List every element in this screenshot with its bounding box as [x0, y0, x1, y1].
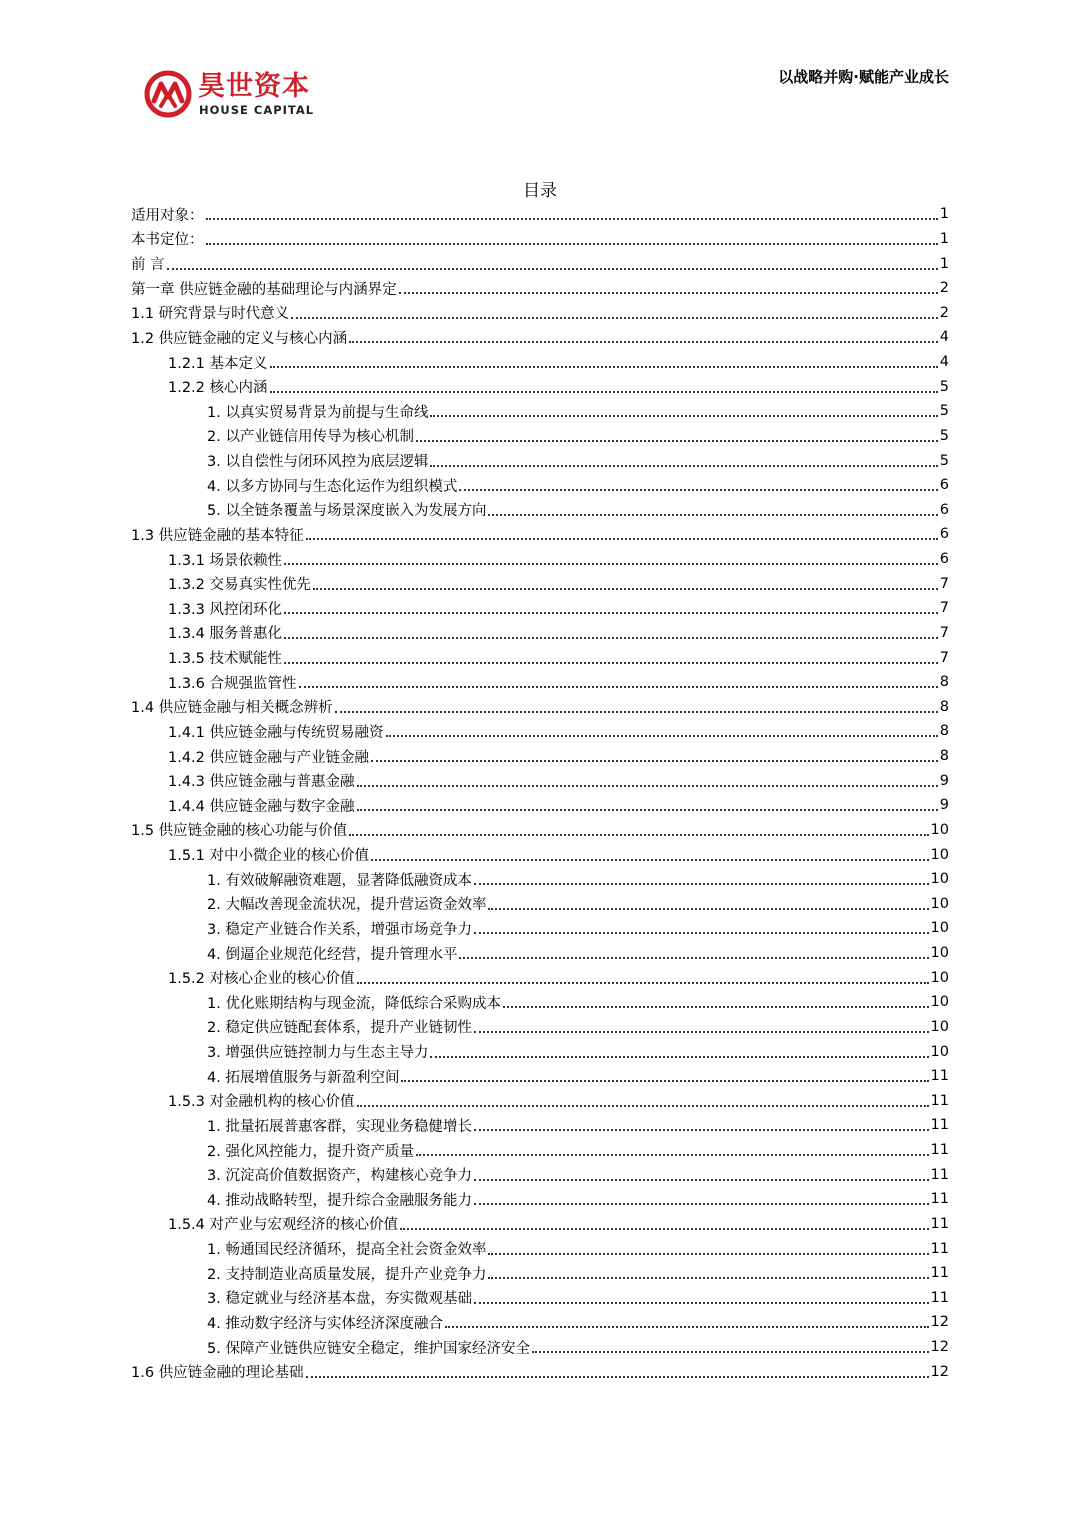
toc-dot-leader — [349, 341, 938, 343]
toc-entry-page: 10 — [930, 1043, 949, 1060]
toc-entry[interactable] — [131, 818, 949, 843]
toc-dot-leader — [291, 317, 938, 319]
toc-entry[interactable] — [131, 1261, 949, 1286]
toc-entry[interactable] — [131, 1187, 949, 1212]
toc-entry-page: 6 — [939, 501, 949, 518]
toc-entry-page: 11 — [930, 1117, 949, 1134]
toc-entry-label: 1.3.1 场景依赖性 — [168, 552, 283, 569]
toc-dot-leader — [400, 1228, 929, 1230]
toc-dot-leader — [357, 982, 929, 984]
toc-entry-label: 1.6 供应链金融的理论基础 — [131, 1365, 304, 1382]
toc-entry-page: 11 — [930, 1240, 949, 1257]
toc-entry-label: 5. 保障产业链供应链安全稳定，维护国家经济安全 — [207, 1340, 530, 1357]
toc-dot-leader — [488, 1253, 928, 1255]
toc-entry-label: 1.5.4 对产业与宏观经济的核心价值 — [168, 1217, 399, 1234]
toc-entry-label: 1.5.1 对中小微企业的核心价值 — [168, 848, 370, 865]
toc-entry-label: 1.4.2 供应链金融与产业链金融 — [168, 749, 370, 766]
logo-english-name: HOUSE CAPITAL — [199, 103, 315, 117]
toc-entry[interactable] — [131, 374, 949, 399]
toc-entry-page: 4 — [939, 329, 949, 346]
toc-entry[interactable] — [131, 522, 949, 547]
toc-dot-leader — [357, 1105, 929, 1107]
toc-entry[interactable] — [131, 350, 949, 375]
toc-entry-page: 6 — [939, 526, 949, 543]
toc-entry[interactable] — [131, 744, 949, 769]
toc-dot-leader — [474, 1203, 929, 1205]
toc-dot-leader — [401, 1080, 928, 1082]
toc-entry-label: 1.3.5 技术赋能性 — [168, 651, 283, 668]
toc-entry-page: 7 — [939, 600, 949, 617]
toc-entry[interactable] — [131, 719, 949, 744]
toc-entry-page: 5 — [939, 452, 949, 469]
toc-dot-leader — [284, 662, 938, 664]
toc-entry[interactable] — [131, 547, 949, 572]
toc-entry-page: 11 — [930, 1142, 949, 1159]
toc-entry[interactable] — [131, 645, 949, 670]
toc-entry-label: 1. 批量拓展普惠客群，实现业务稳健增长 — [207, 1118, 472, 1135]
toc-dot-leader — [474, 932, 929, 934]
toc-entry[interactable] — [131, 251, 949, 276]
toc-dot-leader — [503, 1006, 929, 1008]
toc-dot-leader — [284, 612, 938, 614]
toc-entry[interactable] — [131, 621, 949, 646]
toc-entry[interactable] — [131, 1138, 949, 1163]
toc-dot-leader — [416, 440, 938, 442]
toc-entry-page: 7 — [939, 575, 949, 592]
toc-entry-page: 11 — [930, 1068, 949, 1085]
toc-entry-page: 4 — [939, 354, 949, 371]
toc-entry[interactable] — [131, 571, 949, 596]
toc-entry[interactable] — [131, 1162, 949, 1187]
toc-entry-label: 4. 推动战略转型，提升综合金融服务能力 — [207, 1192, 472, 1209]
toc-entry[interactable] — [131, 448, 949, 473]
toc-entry[interactable] — [131, 1113, 949, 1138]
toc-dot-leader — [430, 465, 937, 467]
toc-entry[interactable] — [131, 227, 949, 252]
toc-entry[interactable] — [131, 202, 949, 227]
toc-entry-page: 5 — [939, 403, 949, 420]
toc-dot-leader — [445, 1326, 929, 1328]
toc-entry[interactable] — [131, 867, 949, 892]
toc-dot-leader — [270, 366, 938, 368]
toc-entry-page: 1 — [939, 230, 949, 247]
toc-entry-page: 8 — [939, 748, 949, 765]
toc-entry-page: 1 — [939, 206, 949, 223]
toc-entry[interactable] — [131, 1286, 949, 1311]
toc-entry[interactable] — [131, 892, 949, 917]
toc-entry[interactable] — [131, 498, 949, 523]
toc-entry[interactable] — [131, 1015, 949, 1040]
toc-dot-leader — [357, 785, 938, 787]
toc-entry-page: 5 — [939, 427, 949, 444]
toc-entry[interactable] — [131, 768, 949, 793]
toc-entry-label: 本书定位： — [131, 232, 204, 249]
toc-entry-page: 6 — [939, 551, 949, 568]
toc-entry[interactable] — [131, 793, 949, 818]
toc-entry-page: 11 — [930, 1289, 949, 1306]
toc-entry-page: 12 — [930, 1363, 949, 1380]
toc-entry-page: 8 — [939, 698, 949, 715]
toc-dot-leader — [399, 292, 938, 294]
toc-entry-label: 1.1 研究背景与时代意义 — [131, 306, 290, 323]
toc-entry[interactable] — [131, 473, 949, 498]
toc-entry-label: 2. 大幅改善现金流状况，提升营运资金效率 — [207, 897, 487, 914]
toc-dot-leader — [386, 735, 938, 737]
toc-dot-leader — [474, 1031, 929, 1033]
toc-dot-leader — [313, 588, 938, 590]
toc-dot-leader — [474, 883, 929, 885]
toc-dot-leader — [270, 391, 938, 393]
toc-dot-leader — [349, 834, 928, 836]
toc-entry-label: 4. 以多方协同与生态化运作为组织模式 — [207, 478, 458, 495]
toc-entry-label: 1.5 供应链金融的核心功能与价值 — [131, 823, 348, 840]
toc-entry-label: 1.4 供应链金融与相关概念辨析 — [131, 700, 333, 717]
toc-entry-page: 11 — [930, 1092, 949, 1109]
toc-entry-label: 适用对象： — [131, 207, 204, 224]
toc-entry-page: 10 — [930, 945, 949, 962]
toc-entry-label: 3. 稳定产业链合作关系，增强市场竞争力 — [207, 921, 472, 938]
toc-entry[interactable] — [131, 325, 949, 350]
toc-entry-label: 1.4.3 供应链金融与普惠金融 — [168, 774, 355, 791]
toc-entry[interactable] — [131, 276, 949, 301]
toc-dot-leader — [430, 415, 937, 417]
toc-entry[interactable] — [131, 424, 949, 449]
toc-entry[interactable] — [131, 1212, 949, 1237]
toc-entry-label: 第一章 供应链金融的基础理论与内涵界定 — [131, 281, 397, 298]
toc-dot-leader — [206, 243, 938, 245]
toc-entry-page: 9 — [939, 772, 949, 789]
toc-entry-page: 2 — [939, 304, 949, 321]
toc-dot-leader — [532, 1351, 929, 1353]
toc-entry-label: 1.3.4 服务普惠化 — [168, 626, 283, 643]
house-capital-logo-icon — [144, 70, 192, 118]
toc-entry-label: 1. 畅通国民经济循环，提高全社会资金效率 — [207, 1242, 487, 1259]
toc-entry-label: 1.2 供应链金融的定义与核心内涵 — [131, 330, 348, 347]
toc-entry-label: 1.4.1 供应链金融与传统贸易融资 — [168, 724, 384, 741]
toc-dot-leader — [284, 563, 938, 565]
toc-entry-page: 10 — [930, 895, 949, 912]
toc-entry-label: 1.5.3 对金融机构的核心价值 — [168, 1094, 355, 1111]
toc-entry[interactable] — [131, 1236, 949, 1261]
toc-entry-label: 4. 拓展增值服务与新盈利空间 — [207, 1069, 400, 1086]
toc-entry-label: 1.3.6 合规强监管性 — [168, 675, 297, 692]
toc-entry[interactable] — [131, 916, 949, 941]
toc-dot-leader — [488, 1277, 928, 1279]
toc-dot-leader — [474, 1129, 929, 1131]
toc-entry-page: 10 — [930, 821, 949, 838]
toc-entry-label: 1.2.2 核心内涵 — [168, 380, 268, 397]
toc-entry[interactable] — [131, 399, 949, 424]
toc-entry-label: 2. 以产业链信用传导为核心机制 — [207, 429, 414, 446]
toc-entry-page: 10 — [930, 969, 949, 986]
toc-entry-label: 1.4.4 供应链金融与数字金融 — [168, 798, 355, 815]
toc-entry-label: 1.3.2 交易真实性优先 — [168, 577, 312, 594]
table-of-contents — [131, 202, 949, 1384]
toc-dot-leader — [459, 489, 937, 491]
toc-entry[interactable] — [131, 301, 949, 326]
toc-entry-label: 3. 增强供应链控制力与生态主导力 — [207, 1045, 429, 1062]
toc-entry[interactable] — [131, 695, 949, 720]
toc-entry-page: 10 — [930, 846, 949, 863]
toc-dot-leader — [357, 809, 938, 811]
toc-entry-label: 1. 有效破解融资难题，显著降低融资成本 — [207, 872, 472, 889]
logo-chinese-name: 昊世资本 — [198, 71, 310, 102]
toc-entry[interactable] — [131, 842, 949, 867]
toc-entry-page: 11 — [930, 1191, 949, 1208]
toc-entry-page: 10 — [930, 1018, 949, 1035]
toc-dot-leader — [306, 1376, 929, 1378]
toc-dot-leader — [299, 686, 938, 688]
toc-dot-leader — [474, 1302, 929, 1304]
toc-entry[interactable] — [131, 1039, 949, 1064]
toc-entry-label: 1.5.2 对核心企业的核心价值 — [168, 971, 355, 988]
toc-entry-label: 1. 优化账期结构与现金流，降低综合采购成本 — [207, 995, 501, 1012]
toc-entry-page: 7 — [939, 624, 949, 641]
toc-dot-leader — [306, 538, 938, 540]
toc-entry-label: 4. 倒逼企业规范化经营，提升管理水平 — [207, 946, 458, 963]
toc-entry-page: 11 — [930, 1265, 949, 1282]
toc-dot-leader — [416, 1154, 929, 1156]
toc-entry-label: 2. 稳定供应链配套体系，提升产业链韧性 — [207, 1020, 472, 1037]
toc-entry-label: 2. 支持制造业高质量发展，提升产业竞争力 — [207, 1266, 487, 1283]
toc-dot-leader — [430, 1056, 928, 1058]
toc-entry-label: 1.3.3 风控闭环化 — [168, 601, 283, 618]
toc-entry-label: 5. 以全链条覆盖与场景深度嵌入为发展方向 — [207, 503, 487, 520]
toc-dot-leader — [371, 859, 929, 861]
toc-entry-label: 3. 稳定就业与经济基本盘，夯实微观基础 — [207, 1291, 472, 1308]
toc-entry-page: 12 — [930, 1314, 949, 1331]
toc-dot-leader — [474, 1179, 929, 1181]
toc-entry[interactable] — [131, 965, 949, 990]
toc-entry-label: 3. 沉淀高价值数据资产，构建核心竞争力 — [207, 1168, 472, 1185]
toc-entry[interactable] — [131, 1310, 949, 1335]
toc-dot-leader — [459, 957, 928, 959]
toc-entry-page: 7 — [939, 649, 949, 666]
toc-entry-page: 1 — [939, 255, 949, 272]
toc-entry-page: 11 — [930, 1215, 949, 1232]
toc-entry[interactable] — [131, 990, 949, 1015]
toc-entry-label: 1.3 供应链金融的基本特征 — [131, 527, 304, 544]
toc-entry[interactable] — [131, 941, 949, 966]
toc-entry[interactable] — [131, 1335, 949, 1360]
toc-entry-label: 2. 强化风控能力，提升资产质量 — [207, 1143, 414, 1160]
toc-entry-page: 10 — [930, 994, 949, 1011]
toc-entry-label: 4. 推动数字经济与实体经济深度融合 — [207, 1315, 443, 1332]
toc-entry-page: 10 — [930, 920, 949, 937]
toc-entry[interactable] — [131, 1359, 949, 1384]
toc-entry-label: 前 言 — [131, 257, 165, 274]
toc-entry-page: 10 — [930, 871, 949, 888]
toc-entry-label: 1.2.1 基本定义 — [168, 355, 268, 372]
toc-entry[interactable] — [131, 670, 949, 695]
header-slogan: 以战略并购·赋能产业成长 — [778, 68, 949, 86]
toc-dot-leader — [488, 514, 937, 516]
toc-entry-page: 11 — [930, 1166, 949, 1183]
toc-dot-leader — [335, 711, 938, 713]
toc-title: 目录 — [523, 181, 557, 201]
toc-entry[interactable] — [131, 1064, 949, 1089]
toc-entry-page: 6 — [939, 477, 949, 494]
toc-dot-leader — [206, 218, 938, 220]
company-logo — [144, 70, 324, 120]
toc-dot-leader — [488, 908, 928, 910]
toc-entry-page: 5 — [939, 378, 949, 395]
toc-entry-page: 2 — [939, 280, 949, 297]
toc-entry-page: 8 — [939, 674, 949, 691]
toc-entry-page: 12 — [930, 1339, 949, 1356]
toc-dot-leader — [371, 760, 938, 762]
toc-entry-label: 3. 以自偿性与闭环风控为底层逻辑 — [207, 454, 429, 471]
toc-entry-page: 8 — [939, 723, 949, 740]
toc-dot-leader — [167, 268, 938, 270]
toc-entry-page: 9 — [939, 797, 949, 814]
toc-dot-leader — [284, 637, 938, 639]
toc-entry-label: 1. 以真实贸易背景为前提与生命线 — [207, 404, 429, 421]
toc-entry[interactable] — [131, 1089, 949, 1114]
toc-entry[interactable] — [131, 596, 949, 621]
